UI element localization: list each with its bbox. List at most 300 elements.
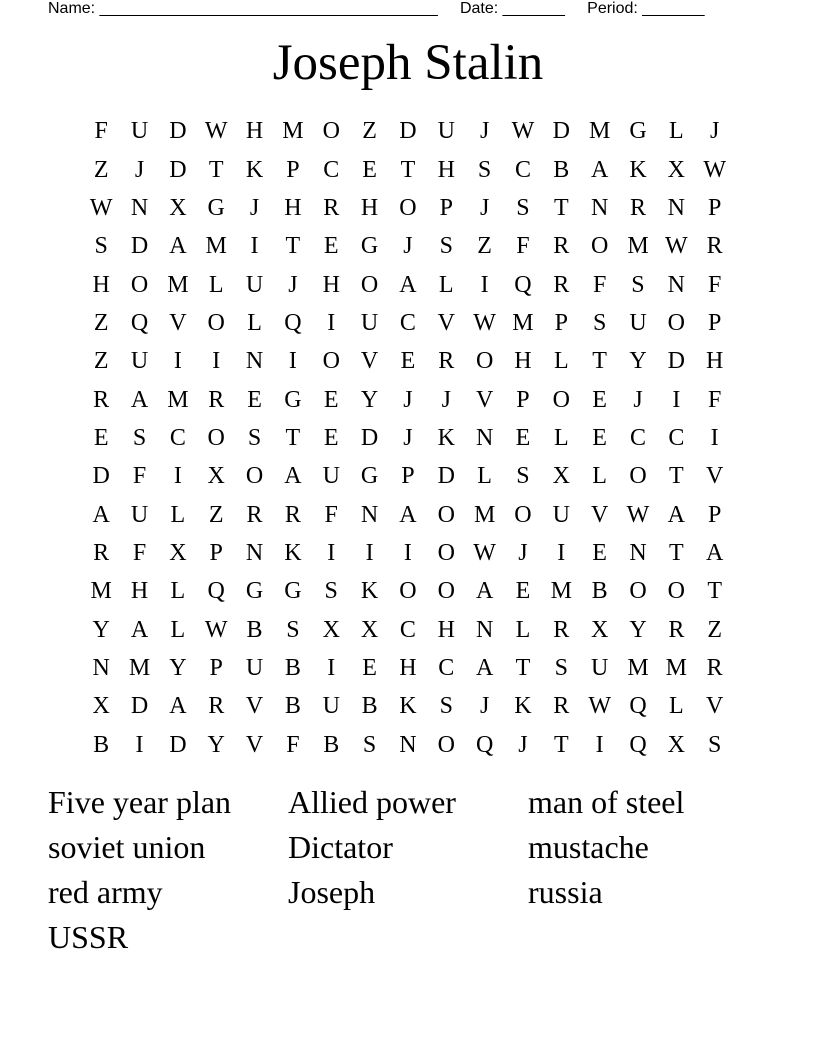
- grid-letter: S: [439, 693, 453, 720]
- grid-letter: T: [592, 348, 607, 375]
- grid-letter: O: [130, 271, 149, 298]
- grid-letter: I: [595, 731, 604, 758]
- grid-letter: N: [360, 501, 379, 528]
- grid-letter: J: [403, 233, 413, 260]
- grid-letter: B: [284, 654, 301, 681]
- grid-letter: I: [327, 654, 336, 681]
- grid-letter: B: [323, 731, 340, 758]
- grid-letter: U: [590, 654, 609, 681]
- grid-letter: O: [667, 309, 685, 336]
- grid-letter: M: [665, 654, 687, 681]
- grid-letter: S: [132, 424, 147, 451]
- grid-letter: M: [205, 233, 227, 260]
- grid-letter: P: [209, 539, 223, 566]
- grid-letter: O: [322, 348, 340, 375]
- grid-letter: R: [246, 501, 263, 528]
- grid-letter: Y: [360, 386, 379, 413]
- grid-letter: E: [592, 539, 607, 566]
- grid-letter: E: [592, 386, 607, 413]
- grid-letter: M: [90, 578, 112, 605]
- grid-letter: F: [592, 271, 607, 298]
- grid-letter: Q: [629, 693, 647, 720]
- grid-letter: T: [668, 463, 684, 490]
- grid-letter: R: [323, 194, 340, 221]
- grid-letter: T: [208, 156, 224, 183]
- grid-letter: R: [553, 693, 570, 720]
- grid-letter: C: [399, 616, 416, 643]
- grid-letter: V: [169, 309, 187, 336]
- grid-letter: B: [361, 693, 378, 720]
- grid-letter: D: [169, 731, 187, 758]
- grid-letter: D: [360, 424, 379, 451]
- grid-letter: E: [323, 424, 339, 451]
- grid-letter: R: [438, 348, 455, 375]
- grid-letter: A: [706, 539, 724, 566]
- grid-letter: C: [323, 156, 340, 183]
- letter-grid: [82, 112, 734, 764]
- grid-letter: W: [511, 118, 535, 145]
- grid-letter: L: [170, 501, 186, 528]
- grid-letter: Q: [130, 309, 149, 336]
- grid-row: [82, 495, 734, 533]
- grid-letter: S: [631, 271, 645, 298]
- grid-letter: P: [439, 194, 453, 221]
- grid-letter: L: [553, 348, 569, 375]
- grid-letter: K: [629, 156, 647, 183]
- grid-row: [82, 112, 734, 150]
- grid-letter: H: [437, 156, 455, 183]
- grid-letter: O: [667, 578, 685, 605]
- grid-letter: O: [207, 424, 225, 451]
- grid-letter: J: [479, 693, 490, 720]
- grid-letter: G: [360, 233, 379, 260]
- grid-letter: Y: [92, 616, 110, 643]
- grid-letter: H: [360, 194, 379, 221]
- grid-letter: A: [130, 616, 149, 643]
- grid-letter: B: [284, 693, 301, 720]
- grid-letter: S: [707, 731, 722, 758]
- grid-letter: A: [169, 693, 187, 720]
- grid-letter: N: [629, 539, 647, 566]
- grid-letter: H: [514, 348, 532, 375]
- grid-row: [82, 150, 734, 188]
- grid-letter: J: [134, 156, 145, 183]
- grid-letter: W: [204, 118, 228, 145]
- grid-letter: O: [475, 348, 494, 375]
- grid-letter: R: [668, 616, 685, 643]
- grid-letter: A: [399, 501, 417, 528]
- grid-letter: S: [477, 156, 492, 183]
- grid-letter: S: [554, 654, 568, 681]
- grid-letter: G: [284, 386, 302, 413]
- grid-letter: A: [130, 386, 149, 413]
- grid-letter: S: [362, 731, 377, 758]
- grid-letter: N: [245, 539, 264, 566]
- grid-letter: S: [439, 233, 453, 260]
- grid-letter: U: [322, 463, 340, 490]
- grid-letter: L: [477, 463, 492, 490]
- grid-letter: C: [438, 654, 455, 681]
- header-fields: Name: ______________________________________ Date: _______ Period: _______: [48, 0, 705, 17]
- grid-letter: M: [167, 386, 189, 413]
- grid-letter: T: [707, 578, 722, 605]
- grid-letter: L: [592, 463, 607, 490]
- word-list-item: mustache: [528, 829, 649, 865]
- grid-letter: W: [473, 309, 496, 336]
- grid-letter: I: [710, 424, 719, 451]
- grid-letter: R: [208, 386, 225, 413]
- grid-letter: L: [170, 616, 186, 643]
- grid-letter: T: [668, 539, 684, 566]
- grid-letter: C: [629, 424, 646, 451]
- grid-letter: N: [130, 194, 149, 221]
- grid-letter: R: [629, 194, 646, 221]
- grid-letter: D: [130, 233, 149, 260]
- grid-letter: S: [516, 463, 530, 490]
- grid-letter: X: [322, 616, 340, 643]
- grid-letter: O: [437, 578, 455, 605]
- word-list: [48, 780, 768, 960]
- grid-letter: A: [169, 233, 187, 260]
- grid-letter: E: [362, 654, 377, 681]
- grid-letter: R: [553, 271, 570, 298]
- grid-letter: I: [288, 348, 297, 375]
- grid-row: [82, 380, 734, 418]
- grid-letter: X: [360, 616, 379, 643]
- grid-letter: B: [553, 156, 570, 183]
- grid-letter: O: [399, 194, 417, 221]
- grid-letter: I: [480, 271, 489, 298]
- grid-letter: M: [282, 118, 304, 145]
- grid-letter: X: [667, 731, 685, 758]
- grid-letter: K: [360, 578, 379, 605]
- grid-letter: F: [516, 233, 530, 260]
- grid-letter: D: [552, 118, 570, 145]
- grid-letter: H: [437, 616, 455, 643]
- grid-letter: P: [707, 501, 722, 528]
- grid-letter: A: [590, 156, 609, 183]
- grid-letter: E: [592, 424, 607, 451]
- grid-letter: O: [590, 233, 609, 260]
- grid-row: [82, 304, 734, 342]
- grid-letter: J: [403, 386, 413, 413]
- grid-letter: M: [627, 654, 649, 681]
- grid-letter: G: [629, 118, 647, 145]
- grid-letter: I: [557, 539, 566, 566]
- grid-letter: O: [245, 463, 264, 490]
- grid-letter: C: [169, 424, 186, 451]
- grid-letter: L: [668, 693, 684, 720]
- grid-letter: U: [629, 309, 647, 336]
- grid-letter: M: [128, 654, 151, 681]
- grid-letter: A: [284, 463, 302, 490]
- grid-letter: P: [516, 386, 530, 413]
- grid-letter: F: [286, 731, 300, 758]
- grid-letter: T: [553, 731, 569, 758]
- grid-letter: G: [284, 578, 302, 605]
- grid-letter: X: [590, 616, 609, 643]
- grid-letter: G: [360, 463, 379, 490]
- grid-letter: L: [208, 271, 224, 298]
- grid-letter: C: [514, 156, 531, 183]
- grid-letter: T: [553, 194, 569, 221]
- grid-letter: I: [173, 348, 182, 375]
- grid-letter: N: [475, 424, 494, 451]
- word-list-item: soviet union: [48, 829, 206, 865]
- grid-letter: J: [479, 194, 490, 221]
- grid-letter: L: [170, 578, 186, 605]
- grid-letter: D: [92, 463, 110, 490]
- grid-letter: U: [360, 309, 379, 336]
- grid-letter: R: [706, 654, 723, 681]
- grid-letter: Q: [514, 271, 532, 298]
- grid-letter: X: [169, 539, 187, 566]
- grid-letter: F: [324, 501, 338, 528]
- grid-row: [82, 419, 734, 457]
- grid-letter: W: [89, 194, 113, 221]
- grid-letter: E: [93, 424, 109, 451]
- grid-letter: T: [400, 156, 416, 183]
- grid-letter: C: [399, 309, 416, 336]
- grid-row: [82, 610, 734, 648]
- grid-row: [82, 342, 734, 380]
- grid-letter: I: [403, 539, 412, 566]
- grid-letter: L: [515, 616, 531, 643]
- grid-letter: W: [204, 616, 228, 643]
- grid-letter: R: [553, 616, 570, 643]
- grid-letter: U: [130, 348, 149, 375]
- word-list-item: Dictator: [288, 829, 393, 865]
- grid-letter: Z: [93, 309, 109, 336]
- grid-letter: I: [212, 348, 221, 375]
- word-list-item: USSR: [48, 919, 129, 955]
- grid-letter: H: [322, 271, 340, 298]
- grid-letter: C: [668, 424, 685, 451]
- grid-letter: D: [399, 118, 417, 145]
- grid-letter: Y: [169, 654, 187, 681]
- grid-letter: E: [515, 424, 531, 451]
- grid-letter: V: [245, 731, 264, 758]
- grid-letter: N: [245, 348, 264, 375]
- grid-letter: T: [285, 424, 301, 451]
- grid-letter: E: [515, 578, 531, 605]
- grid-letter: O: [437, 501, 455, 528]
- grid-letter: J: [441, 386, 451, 413]
- grid-letter: R: [553, 233, 570, 260]
- grid-letter: Z: [477, 233, 492, 260]
- grid-letter: T: [285, 233, 301, 260]
- grid-letter: U: [130, 118, 149, 145]
- grid-letter: L: [668, 118, 684, 145]
- grid-row: [82, 457, 734, 495]
- grid-letter: D: [130, 693, 149, 720]
- grid-letter: E: [247, 386, 262, 413]
- grid-letter: O: [360, 271, 379, 298]
- grid-letter: W: [588, 693, 611, 720]
- grid-letter: X: [552, 463, 570, 490]
- grid-letter: P: [707, 309, 722, 336]
- grid-letter: Y: [629, 616, 647, 643]
- grid-letter: F: [132, 539, 147, 566]
- grid-letter: R: [93, 386, 110, 413]
- word-list-item: Joseph: [288, 874, 376, 910]
- grid-letter: Q: [284, 309, 302, 336]
- grid-letter: R: [208, 693, 225, 720]
- grid-row: [82, 649, 734, 687]
- grid-letter: I: [327, 309, 336, 336]
- grid-letter: H: [399, 654, 417, 681]
- grid-letter: V: [475, 386, 494, 413]
- grid-letter: X: [169, 194, 187, 221]
- grid-letter: H: [284, 194, 302, 221]
- grid-letter: H: [92, 271, 110, 298]
- grid-letter: N: [590, 194, 609, 221]
- grid-letter: W: [626, 501, 650, 528]
- grid-letter: N: [92, 654, 110, 681]
- grid-letter: M: [473, 501, 496, 528]
- grid-letter: P: [209, 654, 223, 681]
- grid-letter: Q: [207, 578, 225, 605]
- grid-letter: E: [323, 386, 339, 413]
- grid-letter: J: [518, 539, 528, 566]
- grid-letter: X: [207, 463, 225, 490]
- grid-letter: S: [516, 194, 530, 221]
- grid-letter: G: [245, 578, 264, 605]
- grid-row: [82, 534, 734, 572]
- grid-letter: J: [479, 118, 490, 145]
- grid-letter: S: [286, 616, 300, 643]
- grid-letter: V: [245, 693, 264, 720]
- grid-letter: D: [437, 463, 455, 490]
- grid-letter: I: [135, 731, 144, 758]
- grid-letter: O: [207, 309, 225, 336]
- grid-letter: F: [94, 118, 108, 145]
- grid-letter: Z: [208, 501, 224, 528]
- grid-letter: V: [706, 693, 724, 720]
- grid-letter: U: [552, 501, 570, 528]
- grid-letter: W: [665, 233, 688, 260]
- grid-letter: H: [706, 348, 724, 375]
- grid-letter: U: [245, 271, 264, 298]
- grid-letter: X: [667, 156, 685, 183]
- grid-letter: D: [667, 348, 685, 375]
- grid-letter: P: [707, 194, 722, 221]
- grid-letter: O: [629, 578, 647, 605]
- grid-letter: V: [590, 501, 609, 528]
- grid-letter: Q: [629, 731, 647, 758]
- grid-letter: E: [362, 156, 377, 183]
- grid-row: [82, 572, 734, 610]
- grid-letter: K: [245, 156, 264, 183]
- grid-letter: O: [437, 539, 455, 566]
- grid-letter: Q: [475, 731, 494, 758]
- grid-letter: J: [633, 386, 643, 413]
- grid-letter: A: [475, 578, 494, 605]
- grid-letter: H: [130, 578, 149, 605]
- grid-letter: Z: [93, 348, 109, 375]
- grid-letter: P: [554, 309, 568, 336]
- grid-letter: Y: [207, 731, 225, 758]
- grid-letter: A: [92, 501, 110, 528]
- grid-letter: W: [473, 539, 496, 566]
- grid-letter: V: [706, 463, 724, 490]
- grid-letter: K: [437, 424, 455, 451]
- grid-letter: I: [327, 539, 336, 566]
- grid-letter: T: [515, 654, 531, 681]
- grid-letter: X: [92, 693, 110, 720]
- grid-letter: L: [247, 309, 262, 336]
- grid-letter: N: [667, 271, 685, 298]
- word-list-item: russia: [528, 874, 603, 910]
- grid-letter: O: [322, 118, 340, 145]
- grid-letter: J: [710, 118, 720, 145]
- grid-letter: K: [284, 539, 302, 566]
- grid-letter: G: [207, 194, 225, 221]
- grid-letter: M: [588, 118, 611, 145]
- grid-letter: J: [249, 194, 260, 221]
- grid-letter: R: [284, 501, 301, 528]
- grid-letter: F: [132, 463, 147, 490]
- grid-letter: S: [94, 233, 108, 260]
- grid-letter: Z: [362, 118, 377, 145]
- grid-letter: N: [667, 194, 685, 221]
- word-list-item: Five year plan: [48, 784, 232, 820]
- grid-letter: Z: [707, 616, 722, 643]
- grid-letter: O: [629, 463, 647, 490]
- grid-letter: M: [550, 578, 572, 605]
- grid-letter: U: [322, 693, 340, 720]
- grid-letter: B: [93, 731, 110, 758]
- grid-letter: U: [437, 118, 455, 145]
- grid-letter: O: [437, 731, 455, 758]
- grid-letter: F: [707, 386, 722, 413]
- grid-letter: O: [514, 501, 532, 528]
- grid-letter: I: [173, 463, 182, 490]
- grid-letter: L: [438, 271, 454, 298]
- grid-letter: R: [706, 233, 723, 260]
- grid-letter: M: [167, 271, 189, 298]
- grid-letter: O: [552, 386, 570, 413]
- grid-row: [82, 189, 734, 227]
- grid-letter: U: [130, 501, 149, 528]
- word-list-item: Allied power: [288, 784, 456, 820]
- grid-letter: Y: [629, 348, 647, 375]
- word-list-item: man of steel: [528, 784, 685, 820]
- grid-letter: U: [245, 654, 264, 681]
- grid-letter: K: [514, 693, 532, 720]
- word-list-item: red army: [48, 874, 163, 910]
- grid-letter: P: [401, 463, 415, 490]
- grid-letter: J: [288, 271, 298, 298]
- grid-letter: A: [399, 271, 417, 298]
- grid-letter: I: [365, 539, 374, 566]
- grid-letter: V: [437, 309, 455, 336]
- grid-letter: D: [169, 118, 187, 145]
- grid-letter: L: [553, 424, 569, 451]
- grid-row: [82, 687, 734, 725]
- grid-letter: B: [246, 616, 263, 643]
- grid-letter: P: [286, 156, 300, 183]
- grid-row: [82, 227, 734, 265]
- grid-letter: I: [672, 386, 681, 413]
- grid-letter: N: [475, 616, 494, 643]
- grid-letter: Z: [93, 156, 109, 183]
- grid-letter: S: [247, 424, 262, 451]
- grid-letter: O: [399, 578, 417, 605]
- grid-letter: N: [399, 731, 417, 758]
- grid-letter: S: [592, 309, 607, 336]
- grid-letter: B: [591, 578, 608, 605]
